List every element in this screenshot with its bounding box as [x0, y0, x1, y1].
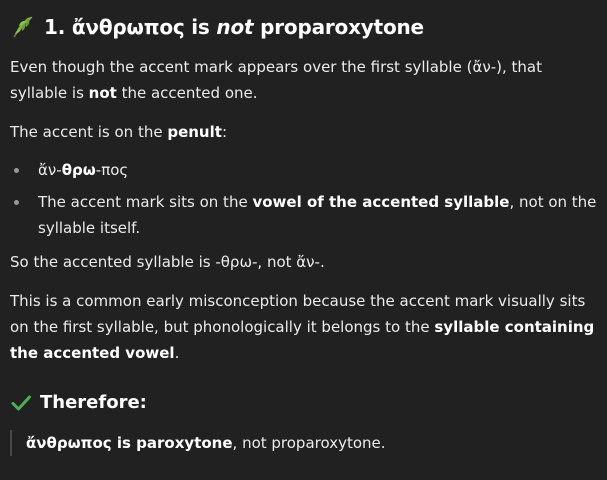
- therefore-heading: [10, 388, 600, 418]
- heading-term: proparoxytone: [260, 15, 424, 39]
- bullet-list: [10, 157, 600, 241]
- paragraph-penult: [10, 119, 600, 145]
- leaf-icon: [10, 14, 36, 40]
- paragraph-misconception: [10, 288, 600, 366]
- bold-text: penult: [167, 123, 222, 141]
- bold-text: θρω: [61, 161, 96, 179]
- list-item: ἄν-θρω-πος: [10, 157, 600, 183]
- conclusion-text: , not proparoxytone.: [232, 434, 386, 452]
- message-content: [10, 10, 600, 456]
- paragraph-text: the accented one.: [121, 84, 258, 102]
- paragraph-text: :: [221, 123, 227, 141]
- bold-text: ἄνθρωπος is paroxytone: [26, 434, 233, 452]
- therefore-title: Therefore:: [40, 392, 147, 413]
- bold-text: syllable containing the accented vowel: [10, 318, 595, 362]
- list-item: The accent mark sits on the vowel of the accented syllable, not on the syllable itself.: [10, 189, 600, 241]
- paragraph-text: This is a common early misconception because the accent mark visually sits on the first syllable, but phonologically it belongs to the: [10, 292, 586, 336]
- heading-number: 1.: [44, 15, 66, 39]
- conclusion-quote: [10, 430, 600, 456]
- bold-text: not: [88, 84, 117, 102]
- section-heading: [10, 10, 600, 44]
- paragraph-summary: So the accented syllable is -θρω-, not ἄν-.: [10, 253, 325, 271]
- heading-word: ἄνθρωπος: [71, 15, 185, 39]
- paragraph-text: .: [174, 344, 180, 362]
- paragraph-explanation: [10, 54, 600, 106]
- bold-text: vowel of the accented syllable: [252, 193, 510, 211]
- paragraph-text: The accent is on the: [10, 123, 163, 141]
- paragraph-text: Even though the accent mark appears over the first syllable (ἄν-), that syllable is: [10, 58, 542, 102]
- heading-is: is: [191, 15, 210, 39]
- check-icon: [10, 392, 32, 414]
- heading-not: not: [216, 15, 254, 39]
